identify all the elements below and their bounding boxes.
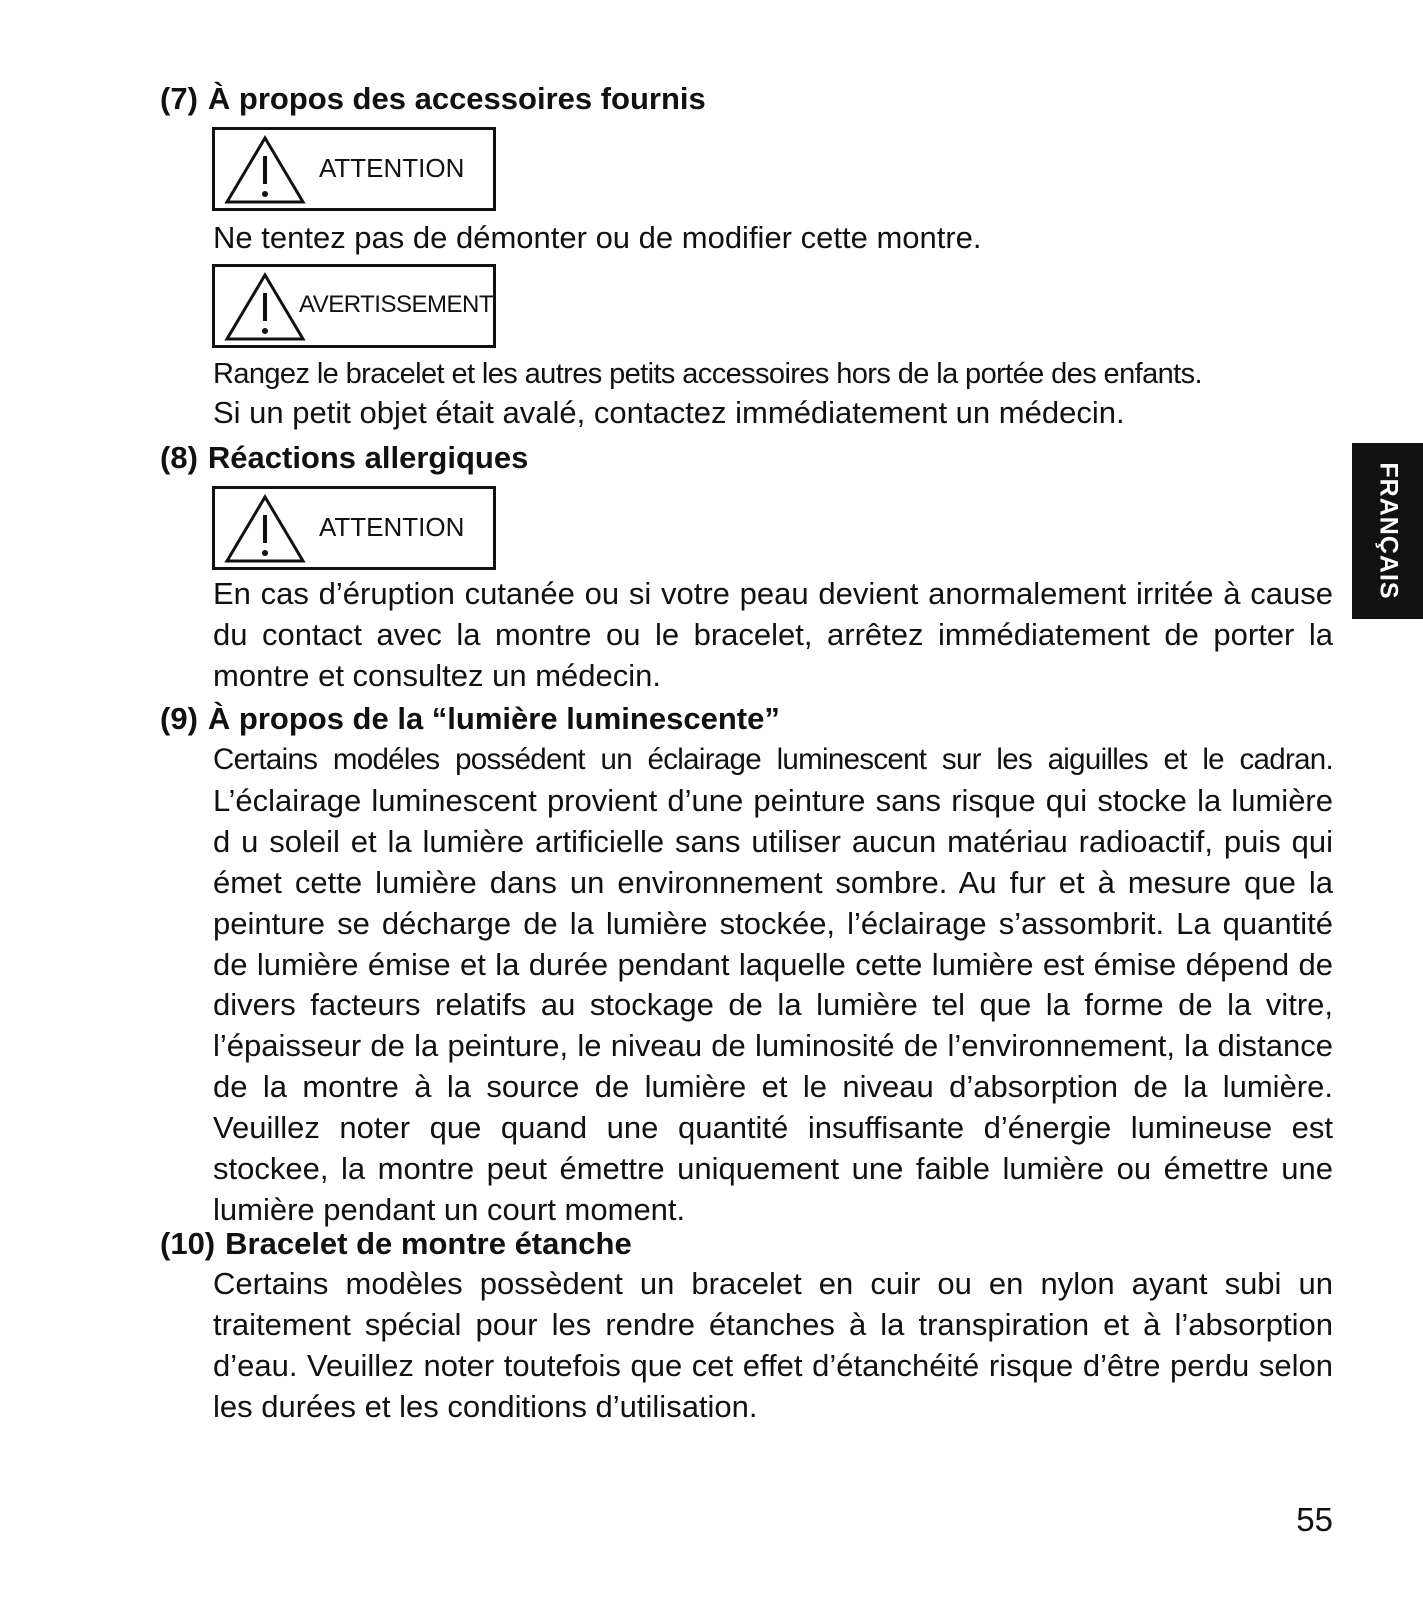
section-7-heading <box>160 79 706 119</box>
caution-label: ATTENTION <box>319 153 465 183</box>
luminescent-paragraph: Certains modéles possédent un éclairage luminescent sur les aiguilles et le cadran. L’éclairage luminescent provient d’une peinture sans risque qui stocke la lumière d u soleil et la lumière artificielle sans utiliser aucun matériau radioactif, puis qui émet cette lumière dans un environnement sombre. Au fur et à mesure que la peinture se décharge de la lumière stockée, l’éclairage s’assombrit. La quantité de lumière émise et la durée pendant laquelle cette lumière est émise dépend de divers facteurs relatifs au stockage de la lumière tel que la forme de la vitre, l’épaisseur de la peinture, le niveau de luminosité de l’environnement, la distance de la montre à la source de lumière et le niveau d’absorption de la lumière. Veuillez noter que quand une quantité insuffisante d’énergie lumineuse est stockee, la montre peut émettre uniquement une faible lumière ou émettre une lumière pendant un court moment. <box>213 743 1333 1227</box>
section-9-number: (9) <box>160 701 198 736</box>
section-9-heading <box>160 699 780 739</box>
caution-box <box>212 127 496 211</box>
warning-text-line-1: Rangez le bracelet et les autres petits accessoires hors de la portée des enfants. <box>213 358 1202 390</box>
warning-triangle-icon <box>223 134 307 206</box>
section-8-number: (8) <box>160 440 198 475</box>
warning-triangle-icon <box>223 493 307 565</box>
caution-box <box>212 486 496 570</box>
section-10-number: (10) <box>160 1226 216 1261</box>
warning-text-line-2: Si un petit objet était avalé, contactez immédiatement un médecin. <box>213 395 1125 430</box>
section-8-heading <box>160 438 528 478</box>
warning-triangle-icon <box>223 271 307 343</box>
section-10-heading <box>160 1224 632 1264</box>
warning-box <box>212 264 496 348</box>
caution-text: Ne tentez pas de démonter ou de modifier cette montre. <box>213 220 982 255</box>
page-number: 55 <box>1296 1501 1333 1538</box>
section-7-number: (7) <box>160 81 198 116</box>
section-7-title: À propos des accessoires fournis <box>207 81 706 116</box>
language-tab-label: FRANÇAIS <box>1374 462 1402 600</box>
allergy-paragraph: En cas d’éruption cutanée ou si votre peau devient anormalement irritée à cause du contact avec la montre ou le bracelet, arrêtez immédiatement de porter la montre et consultez un médecin. <box>213 576 1333 693</box>
caution-label: ATTENTION <box>319 512 465 542</box>
section-10-title: Bracelet de montre étanche <box>225 1226 632 1261</box>
warning-label: AVERTISSEMENT <box>299 291 493 318</box>
strap-paragraph: Certains modèles possèdent un bracelet en cuir ou en nylon ayant subi un traitement spécial pour les rendre étanches à la transpiration et à l’absorption d’eau. Veuillez noter toutefois que cet effet d’étanchéité risque d’être perdu selon les durées et les conditions d’utilisation. <box>213 1266 1333 1424</box>
section-8-title: Réactions allergiques <box>207 440 529 475</box>
section-9-title: À propos de la “lumière luminescente” <box>207 701 780 736</box>
language-tab <box>1352 443 1423 619</box>
